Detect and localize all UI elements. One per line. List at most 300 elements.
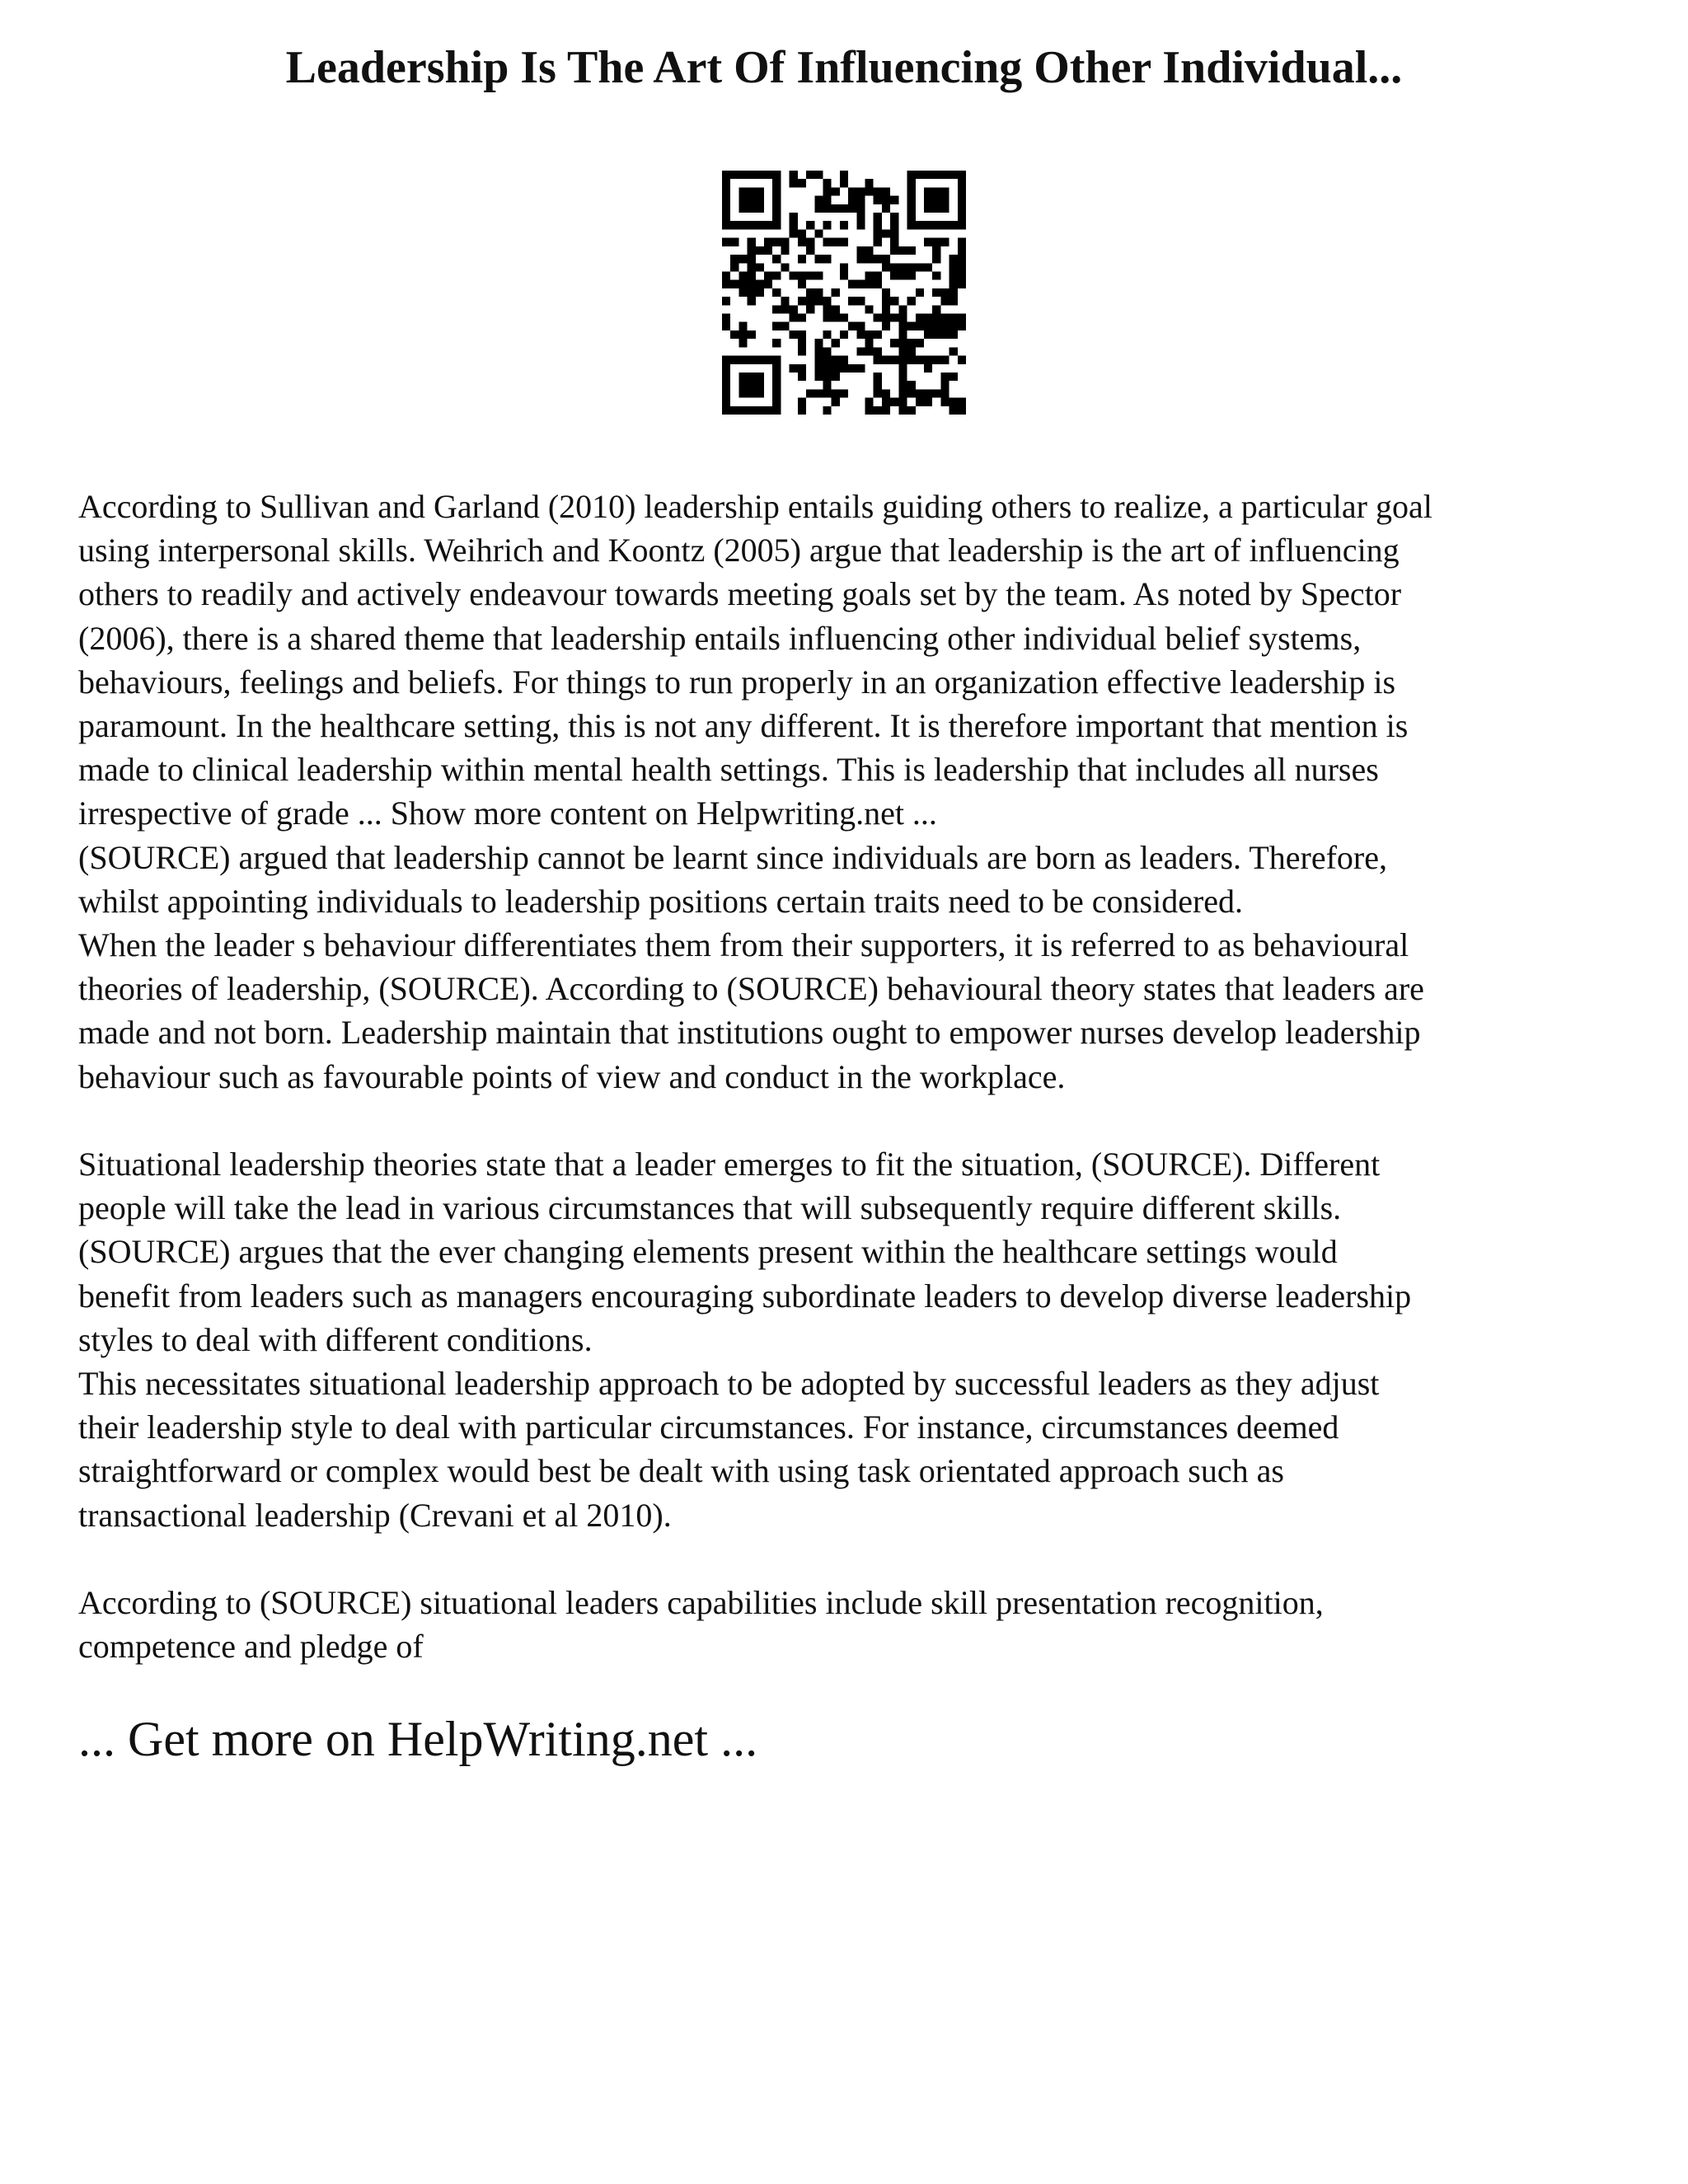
qr-module bbox=[882, 187, 890, 195]
qr-module bbox=[865, 246, 874, 255]
qr-module bbox=[756, 381, 764, 389]
qr-module bbox=[874, 221, 882, 229]
qr-module bbox=[874, 373, 882, 381]
qr-module bbox=[932, 246, 940, 255]
qr-module bbox=[798, 373, 806, 381]
qr-module bbox=[722, 364, 730, 373]
qr-module bbox=[738, 271, 747, 279]
qr-module bbox=[916, 322, 924, 330]
qr-module bbox=[790, 179, 798, 187]
qr-module bbox=[764, 171, 772, 179]
qr-module bbox=[924, 171, 932, 179]
qr-module bbox=[856, 322, 865, 330]
qr-module bbox=[798, 339, 806, 347]
qr-module bbox=[790, 229, 798, 237]
page-title: Leadership Is The Art Of Influencing Other Individual... bbox=[285, 42, 1403, 93]
qr-module bbox=[764, 221, 772, 229]
qr-module bbox=[916, 288, 924, 297]
qr-module bbox=[748, 330, 756, 339]
qr-module bbox=[814, 373, 823, 381]
qr-module bbox=[950, 255, 958, 263]
qr-module bbox=[898, 347, 907, 355]
paragraph: (SOURCE) argued that leadership cannot be learnt since individuals are born as leaders. Therefore, whilst appointing individuals to leadership positions certain traits need to be considered. bbox=[78, 838, 1387, 920]
qr-module bbox=[856, 364, 865, 373]
qr-module bbox=[772, 255, 781, 263]
qr-module bbox=[874, 280, 882, 288]
qr-module bbox=[874, 187, 882, 195]
qr-module bbox=[823, 179, 831, 187]
qr-module bbox=[748, 246, 756, 255]
qr-module bbox=[882, 314, 890, 322]
qr-module bbox=[950, 406, 958, 415]
qr-module bbox=[950, 373, 958, 381]
qr-module bbox=[738, 187, 747, 195]
qr-module bbox=[772, 389, 781, 397]
qr-module bbox=[790, 171, 798, 179]
qr-module bbox=[932, 322, 940, 330]
qr-module bbox=[856, 221, 865, 229]
qr-module bbox=[865, 330, 874, 339]
qr-module bbox=[940, 322, 949, 330]
qr-module bbox=[924, 322, 932, 330]
qr-module bbox=[907, 213, 916, 221]
qr-module bbox=[772, 288, 781, 297]
qr-module bbox=[748, 381, 756, 389]
qr-module bbox=[932, 187, 940, 195]
qr-module bbox=[748, 288, 756, 297]
qr-module bbox=[781, 322, 789, 330]
qr-module bbox=[722, 398, 730, 406]
qr-module bbox=[924, 187, 932, 195]
qr-module bbox=[940, 389, 949, 397]
article-body bbox=[78, 485, 1628, 1668]
qr-module bbox=[798, 330, 806, 339]
qr-module bbox=[958, 406, 966, 415]
qr-module bbox=[907, 187, 916, 195]
qr-module bbox=[722, 389, 730, 397]
qr-module bbox=[823, 347, 831, 355]
qr-module bbox=[840, 204, 848, 213]
qr-module bbox=[790, 314, 798, 322]
qr-module bbox=[898, 263, 907, 271]
qr-module bbox=[772, 204, 781, 213]
qr-module bbox=[738, 196, 747, 204]
qr-module bbox=[738, 356, 747, 364]
qr-module bbox=[790, 305, 798, 313]
qr-module bbox=[790, 221, 798, 229]
qr-module bbox=[874, 229, 882, 237]
qr-module bbox=[832, 204, 840, 213]
qr-module bbox=[772, 406, 781, 415]
qr-module bbox=[748, 238, 756, 246]
qr-module bbox=[940, 356, 949, 364]
qr-module bbox=[772, 373, 781, 381]
qr-module bbox=[748, 356, 756, 364]
qr-module bbox=[790, 364, 798, 373]
qr-module bbox=[874, 271, 882, 279]
qr-module bbox=[898, 398, 907, 406]
qr-module bbox=[772, 305, 781, 313]
qr-module bbox=[730, 171, 738, 179]
qr-module bbox=[940, 187, 949, 195]
qr-module bbox=[856, 297, 865, 305]
qr-module bbox=[916, 314, 924, 322]
qr-module bbox=[756, 221, 764, 229]
qr-module bbox=[832, 389, 840, 397]
qr-module bbox=[738, 381, 747, 389]
qr-module bbox=[823, 356, 831, 364]
qr-module bbox=[764, 238, 772, 246]
qr-module bbox=[950, 271, 958, 279]
qr-module bbox=[958, 196, 966, 204]
qr-module bbox=[856, 246, 865, 255]
qr-module bbox=[756, 196, 764, 204]
qr-module bbox=[907, 339, 916, 347]
qr-module bbox=[823, 330, 831, 339]
qr-module bbox=[916, 171, 924, 179]
qr-module bbox=[772, 381, 781, 389]
qr-module bbox=[924, 330, 932, 339]
qr-module bbox=[865, 179, 874, 187]
qr-module bbox=[772, 339, 781, 347]
qr-module bbox=[848, 364, 856, 373]
qr-module bbox=[823, 238, 831, 246]
qr-module bbox=[958, 238, 966, 246]
qr-module bbox=[848, 196, 856, 204]
qr-module bbox=[924, 314, 932, 322]
qr-module bbox=[722, 356, 730, 364]
qr-module bbox=[882, 288, 890, 297]
qr-module bbox=[738, 373, 747, 381]
qr-module bbox=[748, 297, 756, 305]
qr-module bbox=[958, 171, 966, 179]
qr-module bbox=[940, 204, 949, 213]
qr-module bbox=[772, 213, 781, 221]
qr-module bbox=[932, 356, 940, 364]
qr-module bbox=[756, 373, 764, 381]
qr-module bbox=[764, 356, 772, 364]
qr-module bbox=[907, 196, 916, 204]
qr-module bbox=[924, 196, 932, 204]
get-more-link[interactable]: ... Get more on HelpWriting.net ... bbox=[78, 1712, 758, 1766]
qr-module bbox=[907, 356, 916, 364]
qr-module bbox=[840, 238, 848, 246]
qr-module bbox=[722, 314, 730, 322]
qr-module bbox=[814, 196, 823, 204]
qr-module bbox=[907, 347, 916, 355]
qr-module bbox=[738, 221, 747, 229]
qr-module bbox=[722, 238, 730, 246]
qr-module bbox=[882, 305, 890, 313]
qr-module bbox=[882, 204, 890, 213]
qr-module bbox=[748, 187, 756, 195]
qr-module bbox=[781, 238, 789, 246]
qr-module bbox=[865, 398, 874, 406]
qr-module bbox=[722, 179, 730, 187]
qr-module bbox=[823, 314, 831, 322]
qr-module bbox=[798, 255, 806, 263]
qr-module bbox=[856, 280, 865, 288]
qr-module bbox=[738, 255, 747, 263]
qr-module bbox=[874, 381, 882, 389]
qr-code-icon[interactable] bbox=[722, 171, 966, 415]
qr-module bbox=[950, 221, 958, 229]
qr-module bbox=[907, 389, 916, 397]
qr-module bbox=[958, 204, 966, 213]
qr-module bbox=[814, 364, 823, 373]
qr-module bbox=[916, 263, 924, 271]
qr-module bbox=[840, 179, 848, 187]
qr-module bbox=[814, 229, 823, 237]
qr-module bbox=[814, 297, 823, 305]
qr-module bbox=[940, 297, 949, 305]
qr-module bbox=[890, 339, 898, 347]
qr-module bbox=[764, 406, 772, 415]
qr-module bbox=[898, 271, 907, 279]
qr-module bbox=[772, 322, 781, 330]
qr-module bbox=[907, 271, 916, 279]
qr-module bbox=[814, 389, 823, 397]
qr-module bbox=[798, 280, 806, 288]
qr-module bbox=[823, 204, 831, 213]
qr-module bbox=[932, 255, 940, 263]
qr-module bbox=[730, 263, 738, 271]
qr-module bbox=[832, 398, 840, 406]
qr-module bbox=[924, 238, 932, 246]
qr-module bbox=[898, 330, 907, 339]
qr-module bbox=[730, 255, 738, 263]
qr-module bbox=[907, 263, 916, 271]
qr-module bbox=[940, 288, 949, 297]
qr-module bbox=[932, 221, 940, 229]
qr-module bbox=[748, 263, 756, 271]
qr-module bbox=[738, 204, 747, 213]
qr-module bbox=[832, 339, 840, 347]
qr-module bbox=[730, 330, 738, 339]
qr-module bbox=[890, 297, 898, 305]
qr-module bbox=[840, 171, 848, 179]
qr-module bbox=[823, 305, 831, 313]
qr-module bbox=[840, 271, 848, 279]
qr-module bbox=[907, 381, 916, 389]
qr-module bbox=[882, 297, 890, 305]
qr-module bbox=[798, 347, 806, 355]
qr-module bbox=[882, 263, 890, 271]
qr-module bbox=[798, 179, 806, 187]
qr-module bbox=[907, 221, 916, 229]
qr-module bbox=[898, 322, 907, 330]
qr-module bbox=[748, 221, 756, 229]
qr-module bbox=[890, 238, 898, 246]
qr-module bbox=[730, 238, 738, 246]
qr-module bbox=[882, 196, 890, 204]
qr-module bbox=[772, 271, 781, 279]
qr-module bbox=[772, 398, 781, 406]
qr-module bbox=[772, 196, 781, 204]
qr-module bbox=[890, 221, 898, 229]
qr-module bbox=[890, 196, 898, 204]
qr-module bbox=[874, 356, 882, 364]
qr-module bbox=[848, 322, 856, 330]
qr-module bbox=[882, 322, 890, 330]
qr-module bbox=[882, 389, 890, 397]
qr-module bbox=[832, 314, 840, 322]
qr-module bbox=[932, 288, 940, 297]
qr-module bbox=[722, 196, 730, 204]
qr-module bbox=[722, 373, 730, 381]
qr-module bbox=[865, 255, 874, 263]
qr-module bbox=[950, 347, 958, 355]
qr-module bbox=[950, 398, 958, 406]
qr-module bbox=[798, 229, 806, 237]
qr-module bbox=[722, 381, 730, 389]
qr-module bbox=[832, 373, 840, 381]
qr-module bbox=[772, 187, 781, 195]
qr-module bbox=[950, 171, 958, 179]
qr-module bbox=[814, 271, 823, 279]
qr-module bbox=[798, 271, 806, 279]
qr-module bbox=[832, 288, 840, 297]
qr-module bbox=[814, 288, 823, 297]
qr-module bbox=[756, 280, 764, 288]
qr-module bbox=[856, 204, 865, 213]
qr-module bbox=[865, 406, 874, 415]
qr-module bbox=[798, 364, 806, 373]
qr-module bbox=[898, 406, 907, 415]
qr-module bbox=[730, 406, 738, 415]
qr-module bbox=[865, 305, 874, 313]
qr-module bbox=[832, 187, 840, 195]
qr-module bbox=[916, 356, 924, 364]
qr-module bbox=[806, 305, 814, 313]
qr-module bbox=[748, 280, 756, 288]
qr-module bbox=[924, 364, 932, 373]
qr-module bbox=[950, 263, 958, 271]
qr-module bbox=[932, 238, 940, 246]
qr-module bbox=[856, 213, 865, 221]
paragraph: According to Sullivan and Garland (2010) leadership entails guiding others to realize, a particular goal using interpersonal skills. Weihrich and Koontz (2005) argue that leadership is the art of influencing others to readily and actively endeavour towards meeting goals set by the team. As noted by Spector (2006), there is a shared theme that leadership entails influencing other individual belief systems, behaviours, feelings and beliefs. For things to run properly in an organization effective leadership is paramount. In the healthcare setting, this is not any different. It is therefore important that mention is made to clinical leadership within mental health settings. This is leadership that includes all nurses irrespective of grade ... Show more content on Helpwriting.net ... bbox=[78, 488, 1432, 832]
qr-module bbox=[848, 297, 856, 305]
qr-module bbox=[832, 364, 840, 373]
qr-module bbox=[748, 271, 756, 279]
qr-module bbox=[756, 204, 764, 213]
qr-module bbox=[806, 171, 814, 179]
qr-module bbox=[806, 221, 814, 229]
qr-module bbox=[738, 389, 747, 397]
qr-module bbox=[823, 187, 831, 195]
qr-module bbox=[823, 381, 831, 389]
qr-module bbox=[874, 406, 882, 415]
qr-module bbox=[814, 356, 823, 364]
qr-module bbox=[907, 171, 916, 179]
qr-module bbox=[832, 305, 840, 313]
qr-module bbox=[856, 347, 865, 355]
qr-module bbox=[916, 398, 924, 406]
qr-module bbox=[738, 339, 747, 347]
qr-module bbox=[890, 356, 898, 364]
qr-module bbox=[932, 271, 940, 279]
qr-module bbox=[722, 187, 730, 195]
qr-module bbox=[950, 280, 958, 288]
qr-module bbox=[874, 389, 882, 397]
qr-module bbox=[848, 204, 856, 213]
qr-module bbox=[865, 347, 874, 355]
qr-module bbox=[806, 297, 814, 305]
qr-module bbox=[814, 339, 823, 347]
qr-module bbox=[856, 187, 865, 195]
qr-module bbox=[898, 246, 907, 255]
qr-module bbox=[958, 221, 966, 229]
qr-module bbox=[806, 288, 814, 297]
qr-module bbox=[950, 297, 958, 305]
qr-module bbox=[890, 263, 898, 271]
qr-module bbox=[823, 297, 831, 305]
qr-module bbox=[958, 314, 966, 322]
qr-module bbox=[950, 322, 958, 330]
qr-module bbox=[840, 330, 848, 339]
qr-module bbox=[882, 406, 890, 415]
qr-module bbox=[798, 238, 806, 246]
qr-module bbox=[840, 314, 848, 322]
qr-module bbox=[874, 330, 882, 339]
qr-module bbox=[932, 314, 940, 322]
qr-module bbox=[814, 255, 823, 263]
qr-module bbox=[722, 271, 730, 279]
qr-module bbox=[907, 179, 916, 187]
qr-module bbox=[924, 356, 932, 364]
qr-module bbox=[814, 347, 823, 355]
qr-module bbox=[748, 171, 756, 179]
qr-module bbox=[898, 373, 907, 381]
qr-module bbox=[932, 389, 940, 397]
qr-module bbox=[756, 246, 764, 255]
qr-module bbox=[932, 171, 940, 179]
qr-module bbox=[940, 373, 949, 381]
qr-module bbox=[907, 322, 916, 330]
qr-module bbox=[781, 297, 789, 305]
qr-module bbox=[806, 246, 814, 255]
qr-module bbox=[806, 238, 814, 246]
qr-module bbox=[823, 221, 831, 229]
qr-module bbox=[823, 364, 831, 373]
qr-module bbox=[738, 330, 747, 339]
qr-module bbox=[748, 204, 756, 213]
qr-module bbox=[806, 389, 814, 397]
qr-module bbox=[814, 204, 823, 213]
qr-module bbox=[958, 263, 966, 271]
qr-module bbox=[874, 196, 882, 204]
qr-module bbox=[748, 406, 756, 415]
qr-module bbox=[748, 196, 756, 204]
qr-module bbox=[856, 196, 865, 204]
qr-module bbox=[832, 356, 840, 364]
qr-module bbox=[907, 204, 916, 213]
qr-module bbox=[772, 221, 781, 229]
qr-module bbox=[907, 406, 916, 415]
qr-module bbox=[806, 271, 814, 279]
qr-module bbox=[748, 389, 756, 397]
qr-module bbox=[840, 263, 848, 271]
qr-module bbox=[781, 305, 789, 313]
qr-module bbox=[874, 238, 882, 246]
qr-module bbox=[865, 280, 874, 288]
qr-module bbox=[840, 364, 848, 373]
qr-module bbox=[722, 322, 730, 330]
qr-module bbox=[874, 347, 882, 355]
qr-module bbox=[916, 389, 924, 397]
qr-module bbox=[772, 356, 781, 364]
qr-module bbox=[790, 213, 798, 221]
